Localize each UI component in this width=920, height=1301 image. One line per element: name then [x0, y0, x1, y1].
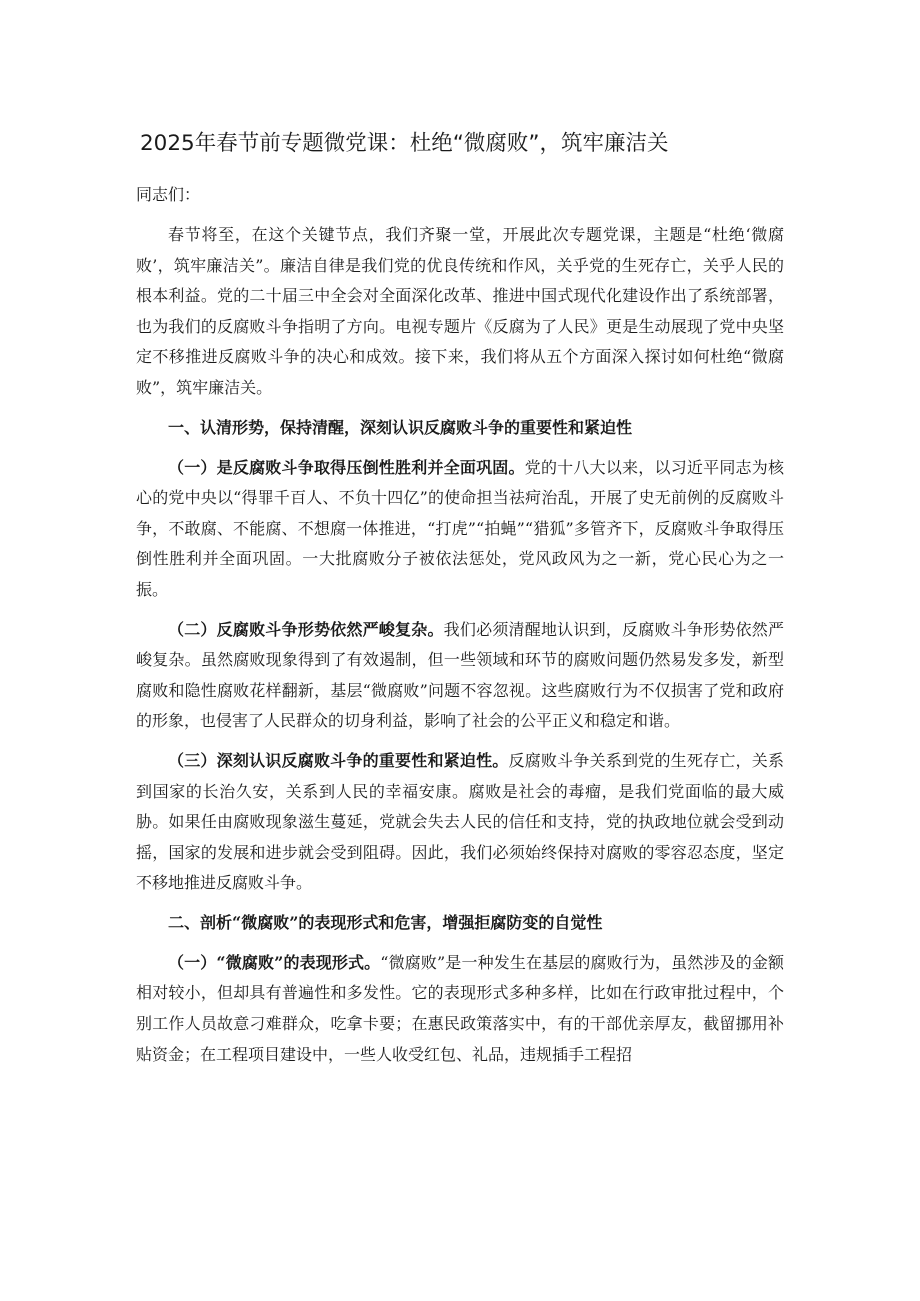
document-page: [136, 128, 784, 1079]
intro-paragraph: 春节将至，在这个关键节点，我们齐聚一堂，开展此次专题党课，主题是“杜绝‘微腐败’，筑牢廉洁关”。廉洁自律是我们党的优良传统和作风，关乎党的生死存亡，关乎人民的根本利益。党的二十届三中全会对全面深化改革、推进中国式现代化建设作出了系统部署，也为我们的反腐败斗争指明了方向。电视专题片《反腐为了人民》更是生动展现了党中央坚定不移推进反腐败斗争的决心和成效。接下来，我们将从五个方面深入探讨如何杜绝“微腐败”，筑牢廉洁关。: [136, 225, 784, 397]
sub-heading: （一）是反腐败斗争取得压倒性胜利并全面巩固。: [168, 457, 525, 477]
document-title: 2025年春节前专题微党课：杜绝“微腐败”，筑牢廉洁关: [140, 131, 669, 156]
section-1-sub-1: [136, 453, 784, 606]
section-1-sub-3: [136, 746, 784, 899]
paragraph-text: 党的十八大以来，以习近平同志为核心的党中央以“得罪千百人、不负十四亿”的使命担当祛疴治乱，开展了史无前例的反腐败斗争，不敢腐、不能腐、不想腐一体推进，“打虎”“拍蝇”“猎狐”多管齐下，反腐败斗争取得压倒性胜利并全面巩固。一大批腐败分子被依法惩处，党风政风为之一新，党心民心为之一振。: [136, 457, 784, 599]
paragraph-text: 我们必须清醒地认识到，反腐败斗争形势依然严峻复杂。虽然腐败现象得到了有效遏制，但一些领域和环节的腐败问题仍然易发多发，新型腐败和隐性腐败花样翻新，基层“微腐败”问题不容忽视。这些腐败行为不仅损害了党和政府的形象，也侵害了人民群众的切身利益，影响了社会的公平正义和稳定和谐。: [136, 619, 784, 731]
sub-heading: （一）“微腐败”的表现形式。: [168, 952, 381, 972]
paragraph-text: 反腐败斗争关系到党的生死存亡，关系到国家的长治久安，关系到人民的幸福安康。腐败是社会的毒瘤，是我们党面临的最大威胁。如果任由腐败现象滋生蔓延，党就会失去人民的信任和支持，党的执政地位就会受到动摇，国家的发展和进步就会受到阻碍。因此，我们必须始终保持对腐败的零容忍态度，坚定不移地推进反腐败斗争。: [136, 750, 784, 893]
sub-heading: （三）深刻认识反腐败斗争的重要性和紧迫性。: [168, 750, 509, 770]
section-2-heading: 二、剖析“微腐败”的表现形式和危害，增强拒腐防变的自觉性: [168, 912, 603, 932]
sub-heading: （二）反腐败斗争形势依然严峻复杂。: [168, 619, 444, 639]
paragraph-text: “微腐败”是一种发生在基层的腐败行为，虽然涉及的金额相对较小，但却具有普遍性和多发性。它的表现形式多种多样，比如在行政审批过程中，个别工作人员故意刁难群众，吃拿卡要；在惠民政策落实中，有的干部优亲厚友，截留挪用补贴资金；在工程项目建设中，一些人收受红包、礼品，违规插手工程招: [136, 952, 784, 1064]
section-2-sub-1: [136, 948, 784, 1070]
section-1-heading: 一、认清形势，保持清醒，深刻认识反腐败斗争的重要性和紧迫性: [168, 417, 633, 437]
section-1-sub-2: [136, 615, 784, 737]
salutation: 同志们：: [136, 185, 201, 204]
